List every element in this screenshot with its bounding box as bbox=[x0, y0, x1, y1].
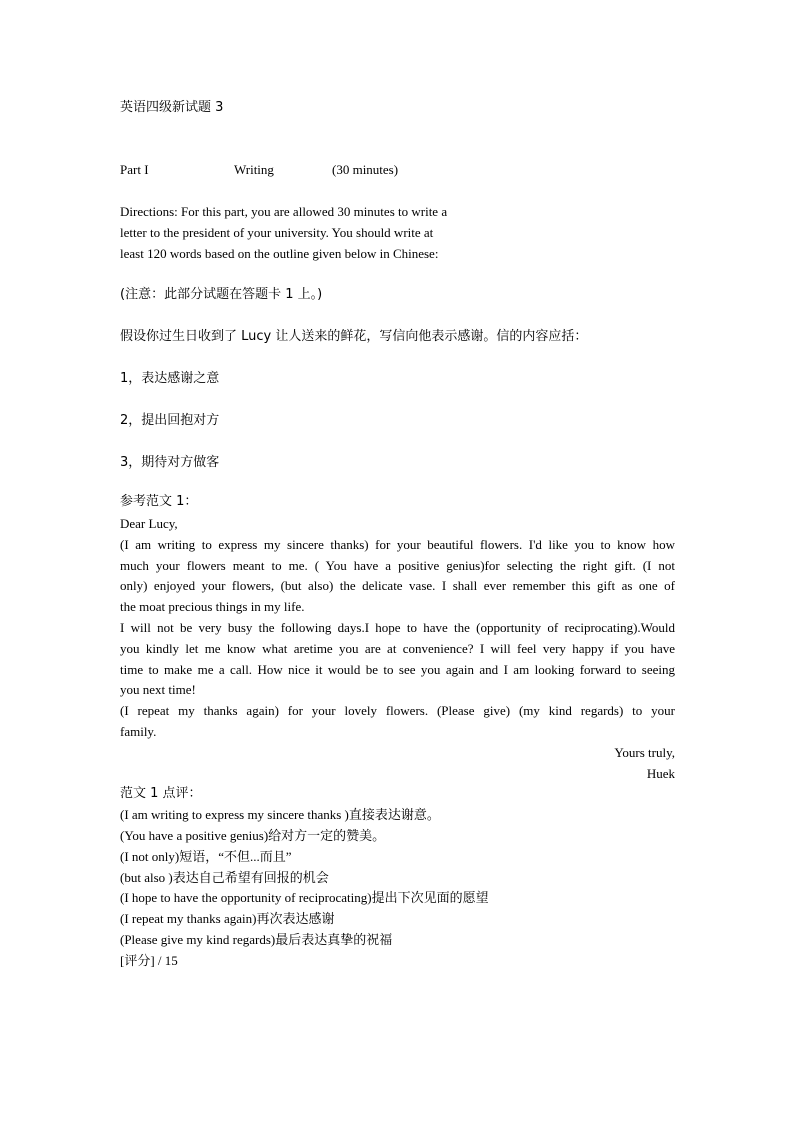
letter-line: you kindly let me know what aretime you are at convenience? I will feel very happy if you have bbox=[120, 641, 675, 656]
comment-item: (but also )表达自己希望有回报的机会 bbox=[120, 870, 329, 885]
part-label: Part I bbox=[120, 162, 149, 177]
directions-line-2: letter to the president of your university. You should write at bbox=[120, 225, 434, 240]
document-title: 英语四级新试题 3 bbox=[120, 100, 224, 115]
letter-salutation: Dear Lucy, bbox=[120, 516, 178, 531]
letter-line: time to make me a call. How nice it would be to see you again and I am looking forward to seeing bbox=[120, 662, 675, 677]
outline-item: 3，期待对方做客 bbox=[120, 455, 220, 470]
letter-line: family. bbox=[120, 724, 157, 739]
comment-item: (I not only)短语，“不但...而且” bbox=[120, 849, 292, 864]
directions-line-3: least 120 words based on the outline given below in Chinese: bbox=[120, 246, 439, 261]
directions-line-1: Directions: For this part, you are allowed 30 minutes to write a bbox=[120, 204, 448, 219]
comment-item: (You have a positive genius)给对方一定的赞美。 bbox=[120, 828, 386, 843]
letter-line: much your flowers meant to me. ( You have a positive genius)for selecting the right gift. (I not bbox=[120, 558, 675, 573]
comment-heading: 范文 1 点评： bbox=[120, 786, 202, 801]
outline-item: 1，表达感谢之意 bbox=[120, 371, 220, 386]
letter-closing: Yours truly, bbox=[614, 745, 675, 760]
letter-signature: Huek bbox=[646, 766, 675, 781]
answer-sheet-note: (注意：此部分试题在答题卡 1 上。) bbox=[120, 287, 323, 302]
part-heading bbox=[120, 162, 520, 178]
outline-item: 2，提出回抱对方 bbox=[120, 413, 220, 428]
letter-line: the moat precious things in my life. bbox=[120, 599, 305, 614]
section-label: Writing bbox=[234, 162, 274, 177]
comment-item: (I hope to have the opportunity of reciprocating)提出下次见面的愿望 bbox=[120, 890, 489, 905]
time-label: (30 minutes) bbox=[332, 162, 399, 177]
letter-line: only) enjoyed your flowers, (but also) the delicate vase. I shall ever remember this gift as one of bbox=[120, 578, 675, 593]
letter-line: I will not be very busy the following days.I hope to have the (opportunity of reciprocating).Would bbox=[120, 620, 675, 635]
comment-item: (Please give my kind regards)最后表达真挚的祝福 bbox=[120, 932, 393, 947]
score-line: [评分] / 15 bbox=[120, 953, 178, 968]
comment-item: (I repeat my thanks again)再次表达感谢 bbox=[120, 911, 335, 926]
task-intro: 假设你过生日收到了 Lucy 让人送来的鲜花，写信向他表示感谢。信的内容应括： bbox=[120, 329, 588, 344]
letter-line: (I repeat my thanks again) for your lovely flowers. (Please give) (my kind regards) to your bbox=[120, 703, 675, 718]
sample-heading: 参考范文 1： bbox=[120, 494, 198, 509]
comment-item: (I am writing to express my sincere thanks )直接表达谢意。 bbox=[120, 807, 440, 822]
letter-line: you next time! bbox=[120, 682, 196, 697]
letter-line: (I am writing to express my sincere thanks) for your beautiful flowers. I'd like you to know how bbox=[120, 537, 675, 552]
